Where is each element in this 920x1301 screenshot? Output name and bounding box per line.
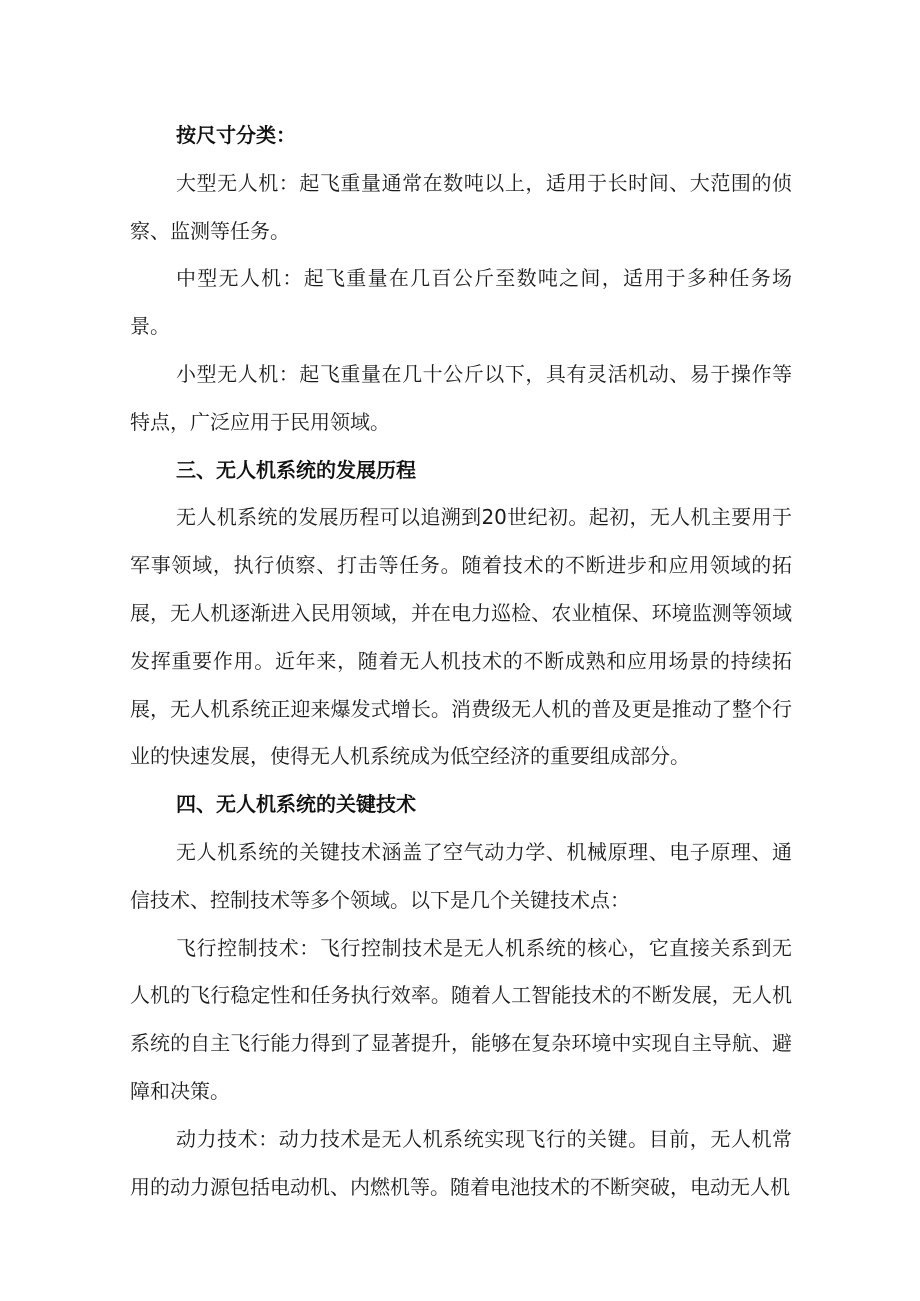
- paragraph-development-history: 无人机系统的发展历程可以追溯到20世纪初。起初，无人机主要用于军事领域，执行侦察、打击等任务。随着技术的不断进步和应用领域的拓展，无人机逐渐进入民用领域，并在电力巡检、农业植保、环境监测等领域发挥重要作用。近年来，随着无人机技术的不断成熟和应用场景的持续拓展，无人机系统正迎来爆发式增长。消费级无人机的普及更是推动了整个行业的快速发展，使得无人机系统成为低空经济的重要组成部分。: [130, 505, 792, 769]
- paragraph-large-drone: 大型无人机：起飞重量通常在数吨以上，适用于长时间、大范围的侦察、监测等任务。: [130, 170, 792, 243]
- section-heading-size-classification: 按尺寸分类：: [176, 123, 296, 147]
- paragraph-small-drone: 小型无人机：起飞重量在几十公斤以下，具有灵活机动、易于操作等特点，广泛应用于民用领域。: [130, 361, 792, 434]
- paragraph-flight-control: 飞行控制技术：飞行控制技术是无人机系统的核心，它直接关系到无人机的飞行稳定性和任务执行效率。随着人工智能技术的不断发展，无人机系统的自主飞行能力得到了显著提升，能够在复杂环境中实现自主导航、避障和决策。: [130, 935, 792, 1103]
- section-heading-development-history: 三、无人机系统的发展历程: [176, 457, 416, 482]
- paragraph-key-technologies-intro: 无人机系统的关键技术涵盖了空气动力学、机械原理、电子原理、通信技术、控制技术等多个领域。以下是几个关键技术点：: [130, 839, 792, 912]
- document-body: [130, 112, 792, 1211]
- section-heading-key-technologies: 四、无人机系统的关键技术: [176, 792, 416, 817]
- paragraph-power-technology: 动力技术：动力技术是无人机系统实现飞行的关键。目前，无人机常用的动力源包括电动机、内燃机等。随着电池技术的不断突破，电动无人机: [130, 1126, 792, 1199]
- paragraph-medium-drone: 中型无人机：起飞重量在几百公斤至数吨之间，适用于多种任务场景。: [130, 266, 792, 339]
